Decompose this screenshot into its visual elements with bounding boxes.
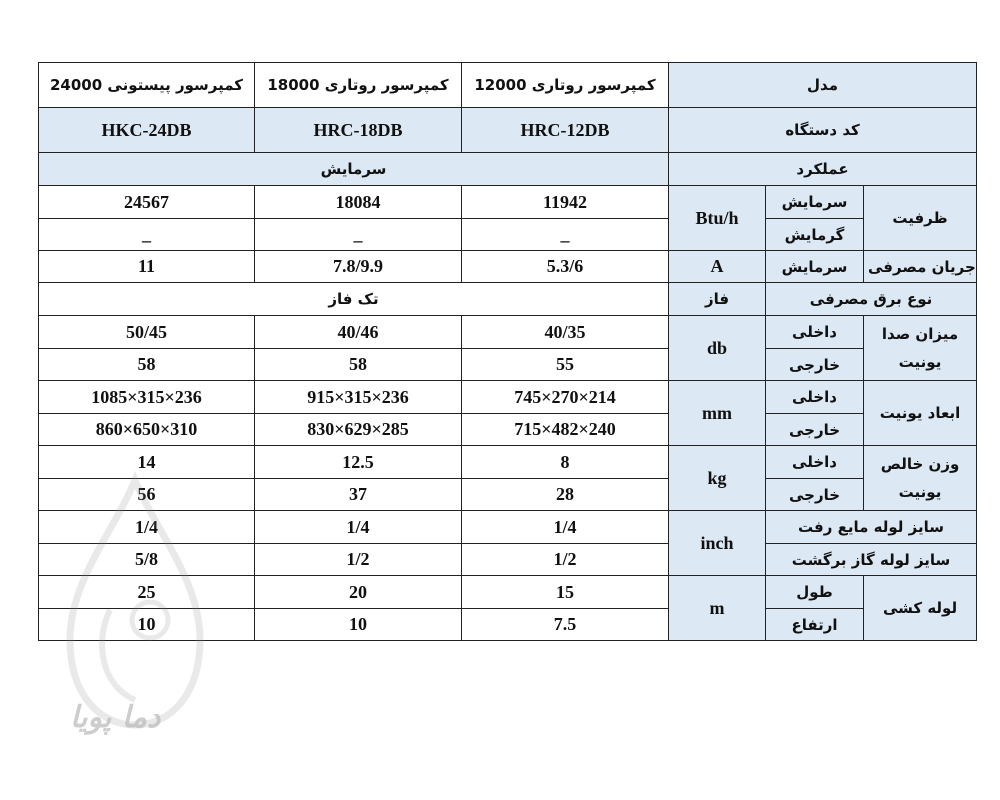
dim-indoor-12: 745×270×214 xyxy=(462,381,669,414)
model-cell-12000: کمپرسور روتاری 12000 xyxy=(462,63,669,108)
dimensions-outdoor-row xyxy=(39,414,977,446)
capacity-label: ظرفیت xyxy=(864,186,977,251)
code-label: کد دستگاه xyxy=(669,108,977,153)
watermark-text: دما پویا xyxy=(70,700,161,735)
power-row xyxy=(39,283,977,316)
pipe-liquid-24: 1/4 xyxy=(39,511,255,544)
capacity-heating-18: _ xyxy=(255,219,462,251)
weight-label xyxy=(864,446,977,511)
performance-row xyxy=(39,153,977,186)
piping-height-label: ارتفاع xyxy=(766,609,864,641)
pipe-size-unit: inch xyxy=(669,511,766,576)
dimensions-unit: mm xyxy=(669,381,766,446)
dim-outdoor-18: 830×629×285 xyxy=(255,414,462,446)
capacity-cooling-12: 11942 xyxy=(462,186,669,219)
pipe-liquid-18: 1/4 xyxy=(255,511,462,544)
power-unit: فاز xyxy=(669,283,766,316)
weight-outdoor-12: 28 xyxy=(462,479,669,511)
pipe-gas-12: 1/2 xyxy=(462,544,669,576)
capacity-cooling-24: 24567 xyxy=(39,186,255,219)
current-row xyxy=(39,251,977,283)
capacity-heating-label: گرمایش xyxy=(766,219,864,251)
noise-indoor-18: 40/46 xyxy=(255,316,462,349)
dim-indoor-24: 1085×315×236 xyxy=(39,381,255,414)
code-row xyxy=(39,108,977,153)
weight-outdoor-label: خارجی xyxy=(766,479,864,511)
noise-outdoor-18: 58 xyxy=(255,349,462,381)
power-value: تک فاز xyxy=(39,283,669,316)
noise-label-line2: یونیت xyxy=(898,353,942,371)
weight-unit: kg xyxy=(669,446,766,511)
power-label: نوع برق مصرفی xyxy=(766,283,977,316)
noise-indoor-label: داخلی xyxy=(766,316,864,349)
noise-outdoor-label: خارجی xyxy=(766,349,864,381)
dimensions-indoor-row xyxy=(39,381,977,414)
dimensions-label: ابعاد یونیت xyxy=(864,381,977,446)
code-cell-12: HRC-12DB xyxy=(462,108,669,153)
noise-indoor-24: 50/45 xyxy=(39,316,255,349)
noise-outdoor-12: 55 xyxy=(462,349,669,381)
current-sub-label: سرمایش xyxy=(766,251,864,283)
dim-outdoor-label: خارجی xyxy=(766,414,864,446)
performance-label: عملکرد xyxy=(669,153,977,186)
piping-length-12: 15 xyxy=(462,576,669,609)
pipe-gas-18: 1/2 xyxy=(255,544,462,576)
piping-length-24: 25 xyxy=(39,576,255,609)
capacity-heating-24: _ xyxy=(39,219,255,251)
capacity-cooling-row xyxy=(39,186,977,219)
piping-length-label: طول xyxy=(766,576,864,609)
current-12: 5.3/6 xyxy=(462,251,669,283)
piping-label: لوله کشی xyxy=(864,576,977,641)
current-unit: A xyxy=(669,251,766,283)
noise-indoor-row xyxy=(39,316,977,349)
current-label: جریان مصرفی xyxy=(864,251,977,283)
capacity-cooling-label: سرمایش xyxy=(766,186,864,219)
piping-height-18: 10 xyxy=(255,609,462,641)
dim-outdoor-24: 860×650×310 xyxy=(39,414,255,446)
piping-unit: m xyxy=(669,576,766,641)
pipe-gas-label: سایز لوله گاز برگشت xyxy=(766,544,977,576)
model-cell-18000: کمپرسور روتاری 18000 xyxy=(255,63,462,108)
piping-height-24: 10 xyxy=(39,609,255,641)
code-cell-18: HRC-18DB xyxy=(255,108,462,153)
weight-indoor-label: داخلی xyxy=(766,446,864,479)
piping-length-18: 20 xyxy=(255,576,462,609)
capacity-heating-12: _ xyxy=(462,219,669,251)
capacity-heating-row xyxy=(39,219,977,251)
piping-height-12: 7.5 xyxy=(462,609,669,641)
pipe-liquid-12: 1/4 xyxy=(462,511,669,544)
dim-indoor-18: 915×315×236 xyxy=(255,381,462,414)
weight-outdoor-24: 56 xyxy=(39,479,255,511)
pipe-liquid-label: سایز لوله مایع رفت xyxy=(766,511,977,544)
noise-outdoor-row xyxy=(39,349,977,381)
capacity-unit: Btu/h xyxy=(669,186,766,251)
weight-indoor-24: 14 xyxy=(39,446,255,479)
performance-value: سرمایش xyxy=(39,153,669,186)
noise-outdoor-24: 58 xyxy=(39,349,255,381)
model-label: مدل xyxy=(669,63,977,108)
weight-indoor-18: 12.5 xyxy=(255,446,462,479)
weight-label-line2: یونیت xyxy=(898,483,942,501)
dim-outdoor-12: 715×482×240 xyxy=(462,414,669,446)
current-24: 11 xyxy=(39,251,255,283)
current-18: 7.8/9.9 xyxy=(255,251,462,283)
weight-outdoor-18: 37 xyxy=(255,479,462,511)
noise-indoor-12: 40/35 xyxy=(462,316,669,349)
pipe-gas-24: 5/8 xyxy=(39,544,255,576)
model-cell-24000: کمپرسور پیستونی 24000 xyxy=(39,63,255,108)
noise-label xyxy=(864,316,977,381)
capacity-cooling-18: 18084 xyxy=(255,186,462,219)
weight-label-line1: وزن خالص xyxy=(880,455,960,473)
dim-indoor-label: داخلی xyxy=(766,381,864,414)
noise-label-line1: میزان صدا xyxy=(881,325,959,343)
noise-unit: db xyxy=(669,316,766,381)
code-cell-24: HKC-24DB xyxy=(39,108,255,153)
model-row xyxy=(39,63,977,108)
weight-indoor-12: 8 xyxy=(462,446,669,479)
